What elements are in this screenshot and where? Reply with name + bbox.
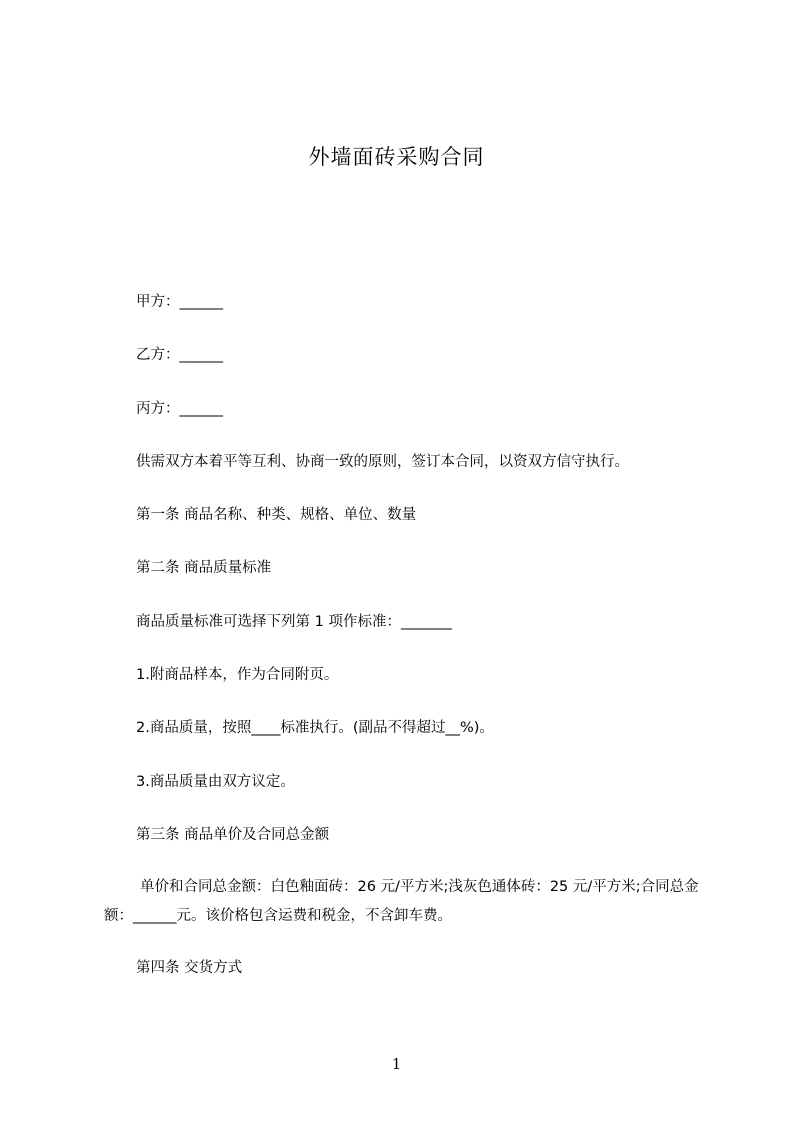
article2-item-2: 2.商品质量，按照____标准执行。(副品不得超过__%)。 <box>136 720 494 736</box>
party-a-line: 甲方：______ <box>136 294 223 310</box>
document-title: 外墙面砖采购合同 <box>308 145 485 169</box>
article2-item-3: 3.商品质量由双方议定。 <box>136 774 295 790</box>
page-number: 1 <box>391 1055 402 1073</box>
article3-body: 单价和合同总金额：白色釉面砖：26 元/平方米;浅灰色通体砖：25 元/平方米;合同总金额：______元。该价格包含运费和税金，不含卸车费。 <box>104 879 699 924</box>
party-c-line: 丙方：______ <box>136 401 223 417</box>
article2-item-1: 1.附商品样本，作为合同附页。 <box>136 667 339 683</box>
article2-intro: 商品质量标准可选择下列第 1 项作标准：_______ <box>136 614 452 630</box>
preamble: 供需双方本着平等互利、协商一致的原则，签订本合同，以资双方信守执行。 <box>136 454 629 470</box>
article1-heading: 第一条 商品名称、种类、规格、单位、数量 <box>136 507 417 523</box>
article2-heading: 第二条 商品质量标准 <box>136 560 272 576</box>
party-b-line: 乙方：______ <box>136 347 223 363</box>
article3-heading: 第三条 商品单价及合同总金额 <box>136 827 330 843</box>
article4-heading: 第四条 交货方式 <box>136 960 243 976</box>
